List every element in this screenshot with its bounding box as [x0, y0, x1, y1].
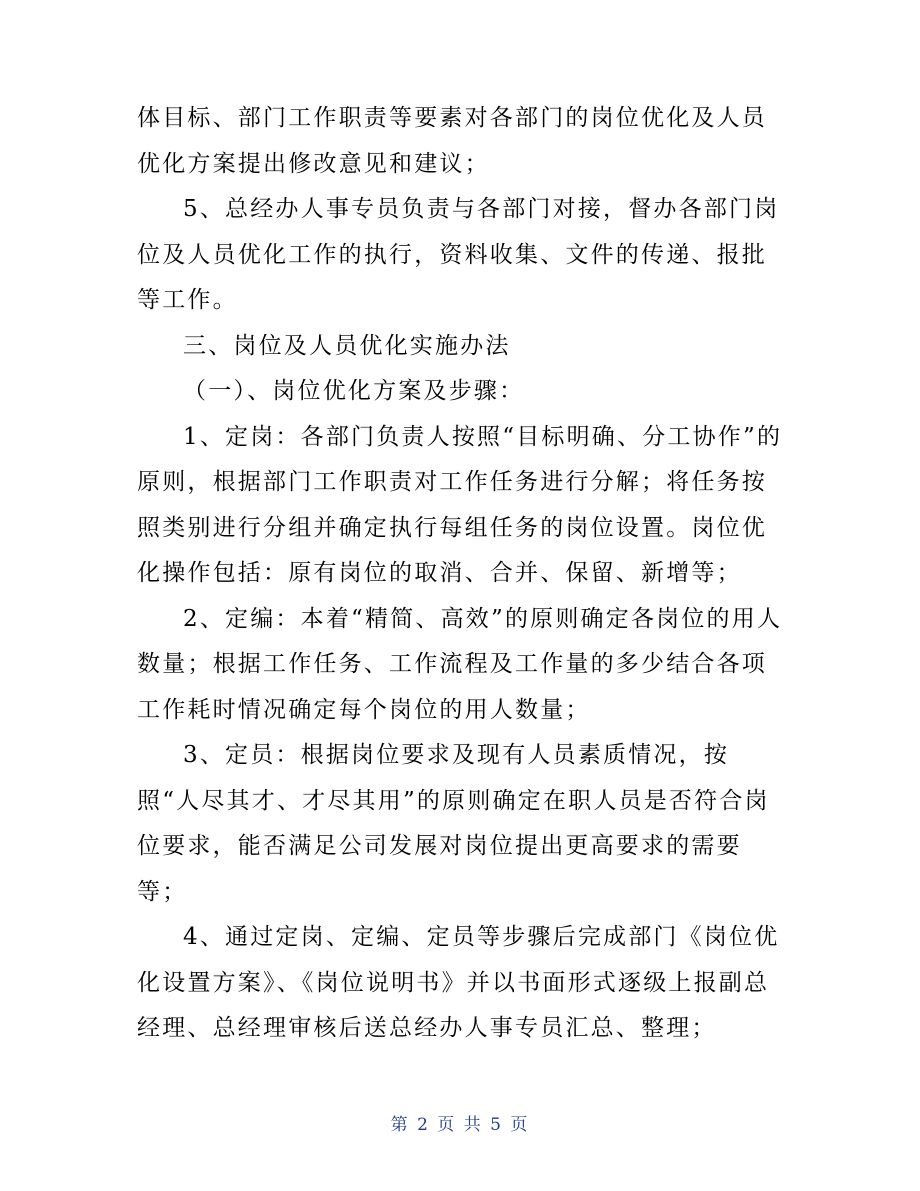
paragraph-continuation: 体目标、部门工作职责等要素对各部门的岗位优化及人员优化方案提出修改意见和建议； [137, 105, 767, 177]
paragraph-step-1: 1、定岗：各部门负责人按照“目标明确、分工协作”的原则，根据部门工作职责对工作任务进行分解；将任务按照类别进行分组并确定执行每组任务的岗位设置。岗位优化操作包括：原有岗位的取消、合并、保留、新增等； [137, 423, 783, 586]
page-number-footer: 第 2 页 共 5 页 [390, 1115, 530, 1135]
paragraph-step-3: 3、定员：根据岗位要求及现有人员素质情况，按照“人尽其才、才尽其用”的原则确定在职人员是否符合岗位要求，能否满足公司发展对岗位提出更高要求的需要等； [137, 742, 770, 905]
subsection-heading-1: （一）、岗位优化方案及步骤： [183, 378, 525, 404]
document-body [137, 96, 787, 1052]
paragraph-step-2: 2、定编：本着“精简、高效”的原则确定各岗位的用人数量；根据工作任务、工作流程及工作量的多少结合各项工作耗时情况确定每个岗位的用人数量； [137, 605, 783, 723]
paragraph-item-5: 5、总经办人事专员负责与各部门对接，督办各部门岗位及人员优化工作的执行，资料收集、文件的传递、报批等工作。 [137, 196, 780, 313]
section-heading-3: 三、岗位及人员优化实施办法 [183, 332, 511, 359]
paragraph-step-4: 4、通过定岗、定编、定员等步骤后完成部门《岗位优化设置方案》、《岗位说明书》并以书面形式逐级上报副总经理、总经理审核后送总经办人事专员汇总、整理； [137, 924, 780, 1041]
